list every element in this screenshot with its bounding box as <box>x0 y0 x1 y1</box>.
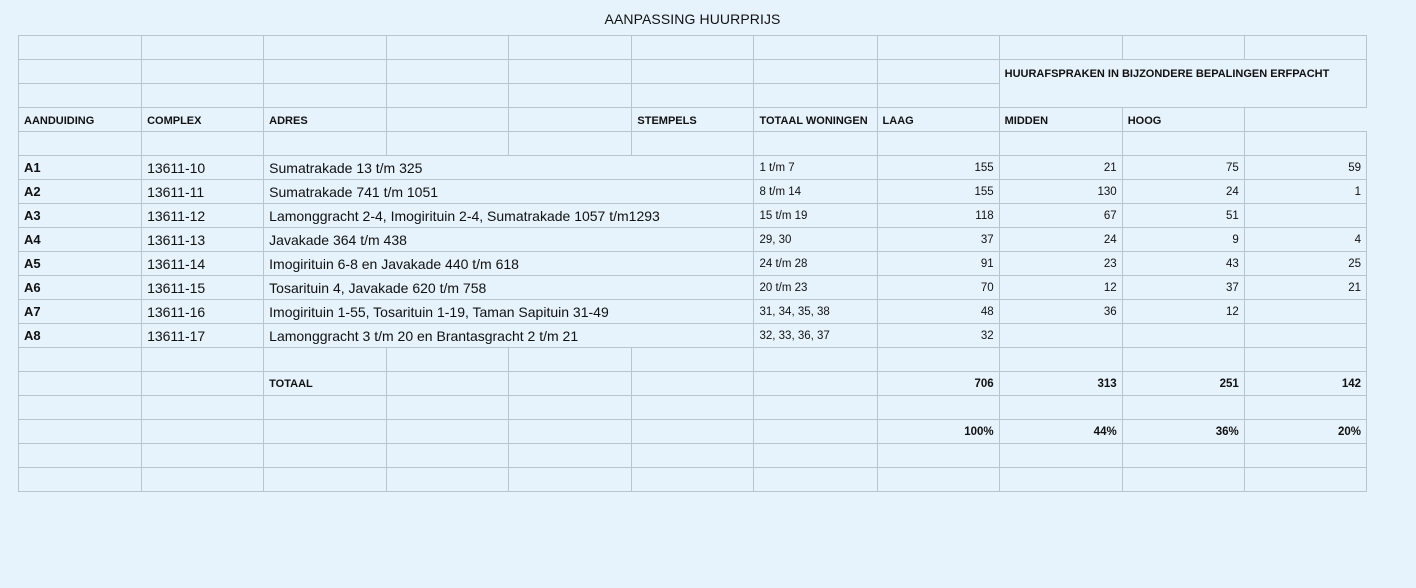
header-totaal-woningen: TOTAAL WONINGEN <box>754 108 877 132</box>
cell-complex: 13611-11 <box>142 180 264 204</box>
rent-adjustment-table <box>18 35 1367 492</box>
cell-adres: Lamonggracht 3 t/m 20 en Brantasgracht 2 t/m 21 <box>264 324 754 348</box>
header-adres: ADRES <box>264 108 387 132</box>
cell-laag: 12 <box>999 276 1122 300</box>
cell-complex: 13611-13 <box>142 228 264 252</box>
cell-stempels: 31, 34, 35, 38 <box>754 300 877 324</box>
cell-midden: 37 <box>1122 276 1244 300</box>
cell-totaal: 155 <box>877 180 999 204</box>
cell-laag: 67 <box>999 204 1122 228</box>
cell-hoog <box>1244 324 1366 348</box>
totals-totaal: 706 <box>877 372 999 396</box>
cell-midden <box>1122 324 1244 348</box>
cell-adres: Javakade 364 t/m 438 <box>264 228 754 252</box>
cell-aanduiding: A5 <box>19 252 142 276</box>
totals-row <box>19 372 1367 396</box>
cell-complex: 13611-17 <box>142 324 264 348</box>
table-row <box>19 156 1367 180</box>
cell-totaal: 48 <box>877 300 999 324</box>
table-row <box>19 228 1367 252</box>
cell-stempels: 24 t/m 28 <box>754 252 877 276</box>
cell-midden: 75 <box>1122 156 1244 180</box>
cell-adres: Imogirituin 1-55, Tosarituin 1-19, Taman Sapituin 31-49 <box>264 300 754 324</box>
cell-aanduiding: A2 <box>19 180 142 204</box>
cell-totaal: 155 <box>877 156 999 180</box>
cell-laag: 24 <box>999 228 1122 252</box>
empty-row <box>19 348 1367 372</box>
header-complex: COMPLEX <box>142 108 264 132</box>
empty-row <box>19 444 1367 468</box>
totals-midden: 251 <box>1122 372 1244 396</box>
empty-row <box>19 36 1367 60</box>
cell-hoog: 1 <box>1244 180 1366 204</box>
header-stempels: STEMPELS <box>632 108 754 132</box>
table-row <box>19 252 1367 276</box>
header-laag: LAAG <box>877 108 999 132</box>
cell-totaal: 37 <box>877 228 999 252</box>
cell-adres: Tosarituin 4, Javakade 620 t/m 758 <box>264 276 754 300</box>
cell-hoog: 59 <box>1244 156 1366 180</box>
cell-adres: Sumatrakade 741 t/m 1051 <box>264 180 754 204</box>
cell-laag: 130 <box>999 180 1122 204</box>
cell-aanduiding: A1 <box>19 156 142 180</box>
empty-row <box>19 132 1367 156</box>
cell-aanduiding: A8 <box>19 324 142 348</box>
cell-complex: 13611-12 <box>142 204 264 228</box>
cell-complex: 13611-15 <box>142 276 264 300</box>
empty-row <box>19 468 1367 492</box>
cell-aanduiding: A3 <box>19 204 142 228</box>
cell-aanduiding: A7 <box>19 300 142 324</box>
cell-adres: Lamonggracht 2-4, Imogirituin 2-4, Sumatrakade 1057 t/m1293 <box>264 204 754 228</box>
cell-laag: 21 <box>999 156 1122 180</box>
cell-complex: 13611-10 <box>142 156 264 180</box>
table-row <box>19 180 1367 204</box>
cell-stempels: 32, 33, 36, 37 <box>754 324 877 348</box>
cell-totaal: 32 <box>877 324 999 348</box>
cell-adres: Sumatrakade 13 t/m 325 <box>264 156 754 180</box>
table-row <box>19 204 1367 228</box>
totals-laag: 313 <box>999 372 1122 396</box>
table-row <box>19 276 1367 300</box>
cell-midden: 51 <box>1122 204 1244 228</box>
header-hoog: HOOG <box>1122 108 1244 132</box>
cell-laag: 36 <box>999 300 1122 324</box>
totals-label: TOTAAL <box>264 372 387 396</box>
group-header-erfpacht: HUURAFSPRAKEN IN BIJZONDERE BEPALINGEN ERFPACHT <box>999 60 1366 108</box>
cell-complex: 13611-14 <box>142 252 264 276</box>
cell-aanduiding: A6 <box>19 276 142 300</box>
header-midden: MIDDEN <box>999 108 1122 132</box>
cell-laag <box>999 324 1122 348</box>
cell-hoog <box>1244 204 1366 228</box>
cell-hoog: 25 <box>1244 252 1366 276</box>
cell-hoog <box>1244 300 1366 324</box>
pct-midden: 36% <box>1122 420 1244 444</box>
cell-midden: 24 <box>1122 180 1244 204</box>
cell-complex: 13611-16 <box>142 300 264 324</box>
cell-laag: 23 <box>999 252 1122 276</box>
cell-hoog: 21 <box>1244 276 1366 300</box>
empty-row <box>19 396 1367 420</box>
column-header-row <box>19 108 1367 132</box>
cell-totaal: 91 <box>877 252 999 276</box>
cell-aanduiding: A4 <box>19 228 142 252</box>
cell-stempels: 20 t/m 23 <box>754 276 877 300</box>
cell-stempels: 15 t/m 19 <box>754 204 877 228</box>
pct-totaal: 100% <box>877 420 999 444</box>
table-row <box>19 324 1367 348</box>
cell-totaal: 118 <box>877 204 999 228</box>
pct-laag: 44% <box>999 420 1122 444</box>
cell-stempels: 8 t/m 14 <box>754 180 877 204</box>
cell-midden: 43 <box>1122 252 1244 276</box>
cell-midden: 12 <box>1122 300 1244 324</box>
pct-hoog: 20% <box>1244 420 1366 444</box>
cell-adres: Imogirituin 6-8 en Javakade 440 t/m 618 <box>264 252 754 276</box>
cell-totaal: 70 <box>877 276 999 300</box>
cell-stempels: 29, 30 <box>754 228 877 252</box>
group-header-row <box>19 60 1367 84</box>
cell-midden: 9 <box>1122 228 1244 252</box>
page-title: AANPASSING HUURPRIJS <box>604 11 781 27</box>
percentages-row <box>19 420 1367 444</box>
cell-stempels: 1 t/m 7 <box>754 156 877 180</box>
header-aanduiding: AANDUIDING <box>19 108 142 132</box>
totals-hoog: 142 <box>1244 372 1366 396</box>
table-row <box>19 300 1367 324</box>
cell-hoog: 4 <box>1244 228 1366 252</box>
